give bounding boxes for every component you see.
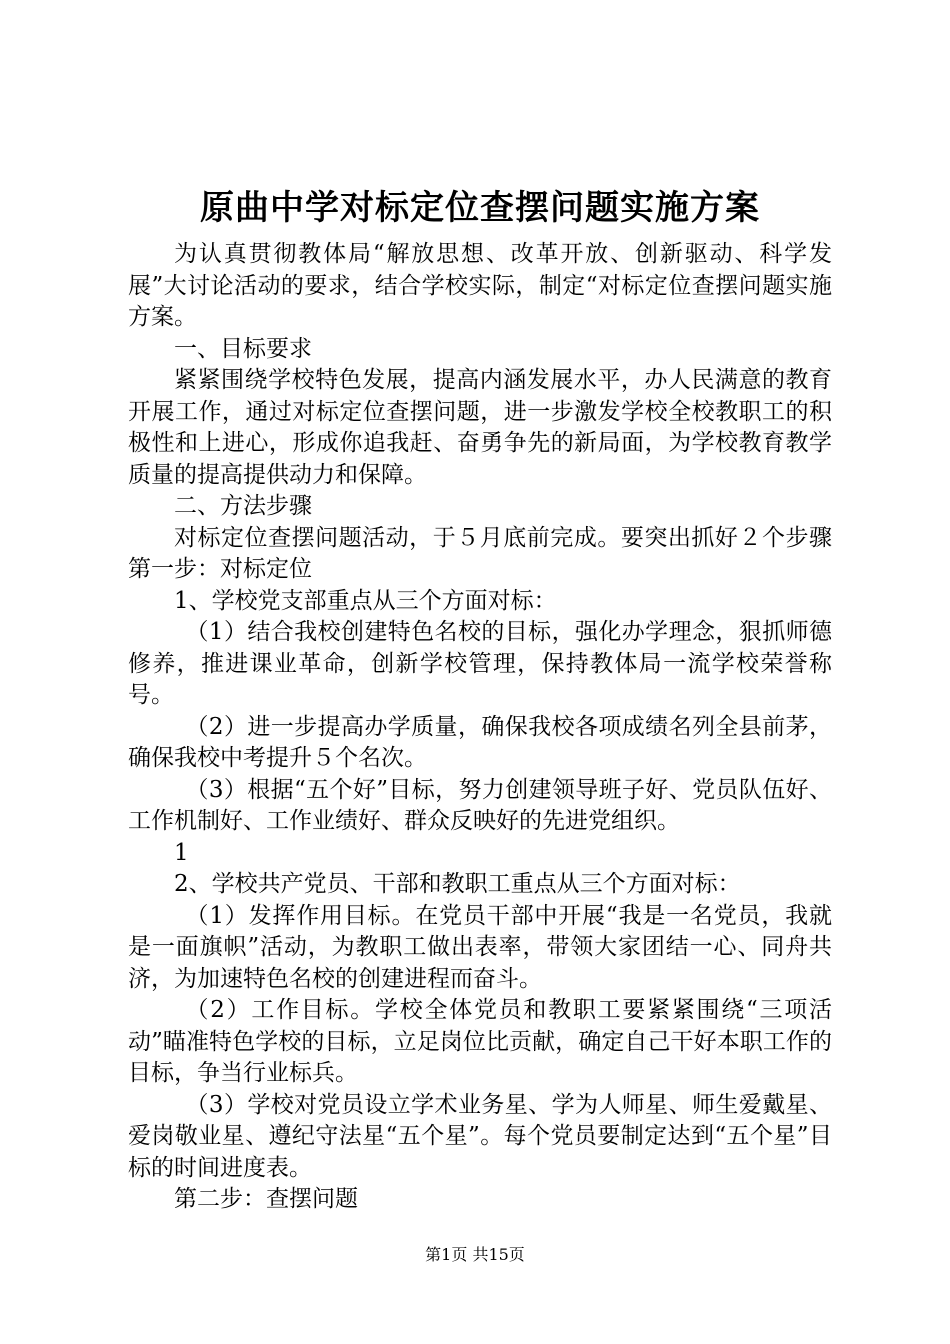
stray-number: 1 [174,839,189,866]
heading-step-two: 第二步：查摆问题 [174,1186,358,1212]
list-item-branch-3: （3）根据“五个好”目标，努力创建领导班子好、党员队伍好、工作机制好、工作业绩好、群众反映好的先进党组织。 [128,776,832,834]
list-item-members-3: （3）学校对党员设立学术业务星、学为人师星、师生爱戴星、爱岗敬业星、遵纪守法星“五个星”。每个党员要制定达到“五个星”目标的时间进度表。 [128,1091,832,1181]
list-item-members-1: （1）发挥作用目标。在党员干部中开展“我是一名党员，我就是一面旗帜”活动，为教职工做出表率，带领大家团结一心、同舟共济，为加速特色名校的创建进程而奋斗。 [128,902,832,992]
list-item-branch-1: （1）结合我校创建特色名校的目标，强化办学理念，狠抓师德修养，推进课业革命，创新学校管理，保持教体局一流学校荣誉称号。 [128,619,832,708]
list-heading-party-branch: 1、学校党支部重点从三个方面对标： [174,587,557,614]
document-body [128,239,832,1216]
paragraph-intro: 为认真贯彻教体局“解放思想、改革开放、创新驱动、科学发展”大讨论活动的要求，结合学校实际，制定“对标定位查摆问题实施方案。 [128,241,832,330]
list-heading-members: 2、学校共产党员、干部和教职工重点从三个方面对标： [174,871,741,897]
document-title: 原曲中学对标定位查摆问题实施方案 [200,188,760,228]
heading-methods: 二、方法步骤 [174,493,312,519]
list-item-members-2: （2）工作目标。学校全体党员和教职工要紧紧围绕“三项活动”瞄准特色学校的目标，立足岗位比贡献，确定自己干好本职工作的目标，争当行业标兵。 [128,997,832,1086]
page-footer: 第1页 共15页 [425,1245,525,1264]
heading-goals: 一、目标要求 [174,335,312,362]
paragraph-methods: 对标定位查摆问题活动，于５月底前完成。要突出抓好２个步骤第一步：对标定位 [128,524,832,582]
list-item-branch-2: （2）进一步提高办学质量，确保我校各项成绩名列全县前茅，确保我校中考提升５个名次。 [128,713,832,771]
paragraph-goals: 紧紧围绕学校特色发展，提高内涵发展水平，办人民满意的教育开展工作，通过对标定位查摆问题，进一步激发学校全校教职工的积极性和上进心，形成你追我赶、奋勇争先的新局面，为学校教育教学质量的提高提供动力和保障。 [128,367,832,488]
